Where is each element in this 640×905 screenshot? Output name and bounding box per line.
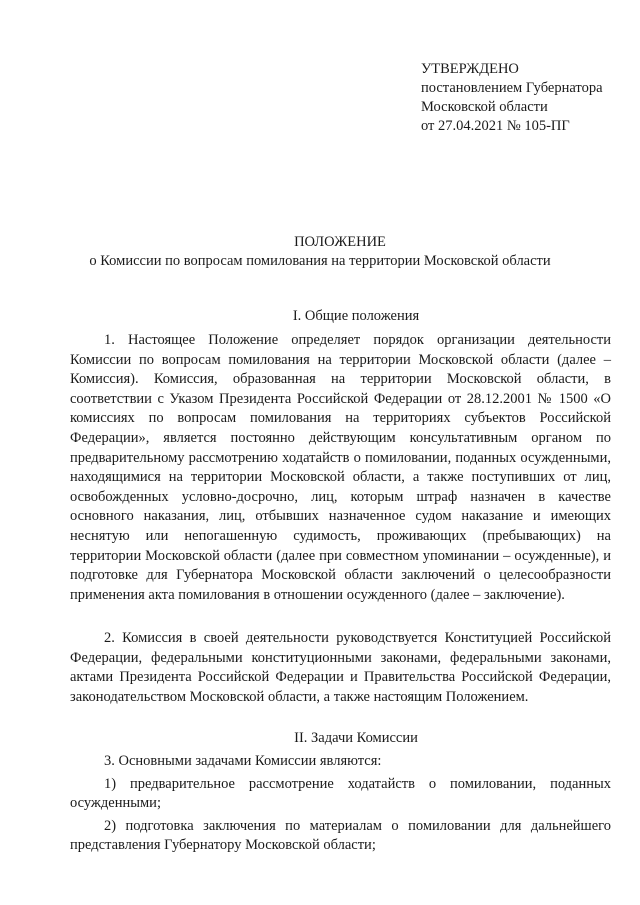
section-general-body-2 (70, 629, 611, 710)
approval-line-1: постановлением Губернатора (421, 80, 603, 96)
paragraph-1: 1. Настоящее Положение определяет порядок организации деятельности Комиссии по вопросам помилования на территории Московской области (далее – Комиссия). Комиссия, образованная на территории Московской области, в соответствии с Указом Президента Российской Федерации от 28.12.2001 № 1500 «О комиссиях по вопросам помилования на территориях субъектов Российской Федерации», является постоянно действующим консультативным органом по предварительному рассмотрению ходатайств о помиловании, поданных осужденными, находящимися на территории Московской области, а также поступивших от лиц, освобожденных условно-досрочно, лиц, которым штраф назначен в качестве основного наказания, лиц, отбывших назначенное судом наказание и имеющих неснятую или непогашенную судимость, проживающих (пребывающих) на территории Московской области (далее при совместном упоминании – осужденные), и подготовке для Губернатора Московской области заключений о целесообразности применения акта помилования в отношении осужденного (далее – заключение). (70, 332, 611, 603)
section-heading-tasks: II. Задачи Комиссии (294, 730, 418, 746)
section-heading-general: I. Общие положения (292, 308, 420, 324)
title-subheading: о Комиссии по вопросам помилования на территории Московской области (89, 253, 551, 269)
section-tasks-body (70, 752, 611, 859)
section-general-body (70, 331, 611, 608)
paragraph-3-item-1: 1) предварительное рассмотрение ходатайств о помиловании, поданных осужденными; (70, 775, 611, 812)
approval-line-2: Московской области (421, 99, 548, 115)
approval-line-3: от 27.04.2021 № 105-ПГ (421, 118, 570, 134)
paragraph-3-item-2: 2) подготовка заключения по материалам о помиловании для дальнейшего представления Губернатору Московской области; (70, 817, 611, 854)
title-heading: ПОЛОЖЕНИЕ (294, 234, 386, 250)
approval-stamp (421, 60, 631, 136)
document-title (0, 233, 640, 271)
paragraph-2: 2. Комиссия в своей деятельности руководствуется Конституцией Российской Федерации, федеральными конституционными законами, федеральными законами, актами Президента Российской Федерации и Правительства Российской Федерации, законодательством Московской области, а также настоящим Положением. (70, 630, 611, 705)
approval-word: УТВЕРЖДЕНО (421, 61, 519, 77)
paragraph-3: 3. Основными задачами Комиссии являются: (104, 753, 382, 769)
